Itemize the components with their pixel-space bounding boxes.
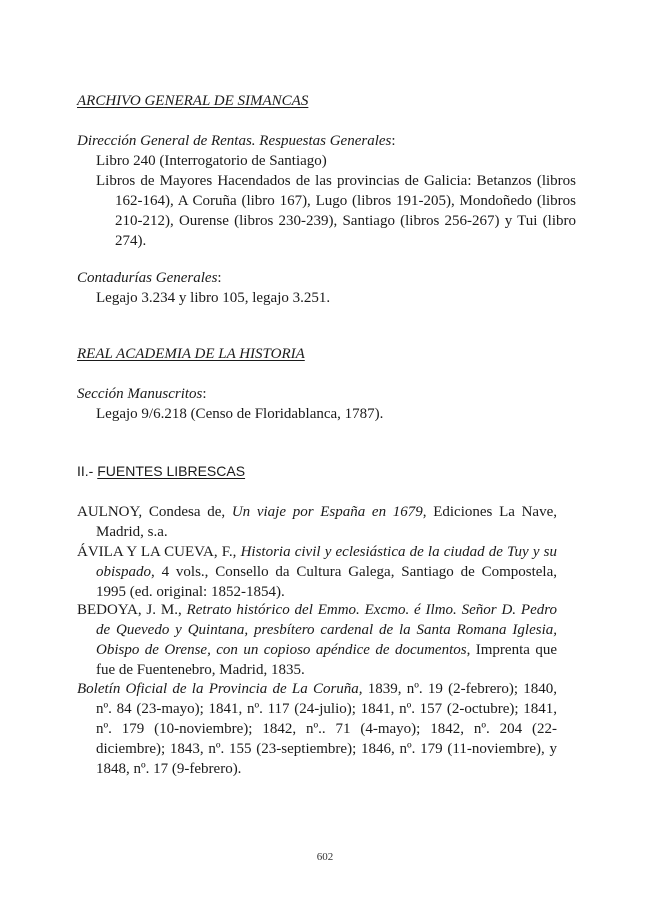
group-label-text: Sección Manuscritos [77, 386, 203, 402]
group-label-suffix: : [217, 270, 222, 286]
bib-rest: 1839, nº. 19 (2-febrero); 1840, nº. 84 (23-mayo); 1841, nº. 117 (24-julio); 1841, nº. 157 (2-octubre); 1841, nº. 179 (10-noviembre); 1842, nº.. 71 (4-mayo); 1842, nº. 204 (22-diciembre); 1843, nº. 155 (23-septiembre); 1846, nº. 179 (11-noviembre), y 1848, nº. 17 (9-febrero). [96, 681, 558, 777]
group-label-contadurias [77, 270, 222, 287]
bib-rest: , 4 vols., Consello da Cultura Galega, Santiago de Compostela, 1995 (ed. original: 1852-1854). [96, 564, 557, 600]
bib-author: BEDOYA, J. M., [77, 602, 187, 618]
fuentes-prefix: II.- [77, 463, 98, 479]
bib-author: AULNOY, Condesa de, [77, 504, 232, 520]
bib-title: Un viaje por España en 1679 [231, 504, 423, 520]
bib-author: ÁVILA Y LA CUEVA, F., [77, 544, 241, 560]
fuentes-title: FUENTES LIBRESCAS [97, 463, 246, 479]
bib-rest: , Imprenta que fue de Fuentenebro, Madrid, 1835. [96, 642, 557, 678]
bibliography-entry [77, 502, 557, 542]
section-heading-fuentes-librescas [77, 463, 245, 479]
group-label-text: Dirección General de Rentas. Respuestas Generales [77, 133, 392, 149]
bibliography-entry [77, 679, 557, 779]
bibliography-entry [77, 600, 557, 680]
section-heading-real-academia: REAL ACADEMIA DE LA HISTORIA [77, 346, 305, 362]
list-item: Legajo 9/6.218 (Censo de Floridablanca, 1787). [96, 406, 384, 422]
bib-rest: , Ediciones La Nave, Madrid, s.a. [96, 504, 557, 540]
page-number: 602 [316, 851, 334, 863]
bib-title: Retrato histórico del Emmo. Excmo. é Ilmo. Señor D. Pedro de Quevedo y Quintana, presbítero cardenal de la Santa Romana Iglesia, Obispo de Orense, con un copioso apéndice de documentos [96, 602, 558, 658]
bib-title: Historia civil y eclesiástica de la ciudad de Tuy y su obispado [96, 544, 557, 580]
list-item: Legajo 3.234 y libro 105, legajo 3.251. [96, 290, 331, 306]
group-label-suffix: : [202, 386, 207, 402]
group-label-rentas [77, 133, 396, 150]
section-heading-simancas: ARCHIVO GENERAL DE SIMANCAS [77, 93, 309, 109]
group-label-suffix: : [391, 133, 396, 149]
list-item: Libro 240 (Interrogatorio de Santiago) [96, 153, 327, 169]
list-item: Libros de Mayores Hacendados de las provincias de Galicia: Betanzos (libros 162-164), A Coruña (libro 167), Lugo (libros 191-205), Mondoñedo (libros 210-212), Ourense (libros 230-239), Santiago (libros 256-267) y Tui (libro 274). [96, 173, 576, 249]
group-label-text: Contadurías Generales [77, 270, 218, 286]
group-label-manuscritos [77, 386, 207, 403]
bib-title: Boletín Oficial de la Provincia de La Coruña, [77, 681, 363, 697]
bibliography-entry [77, 542, 557, 602]
